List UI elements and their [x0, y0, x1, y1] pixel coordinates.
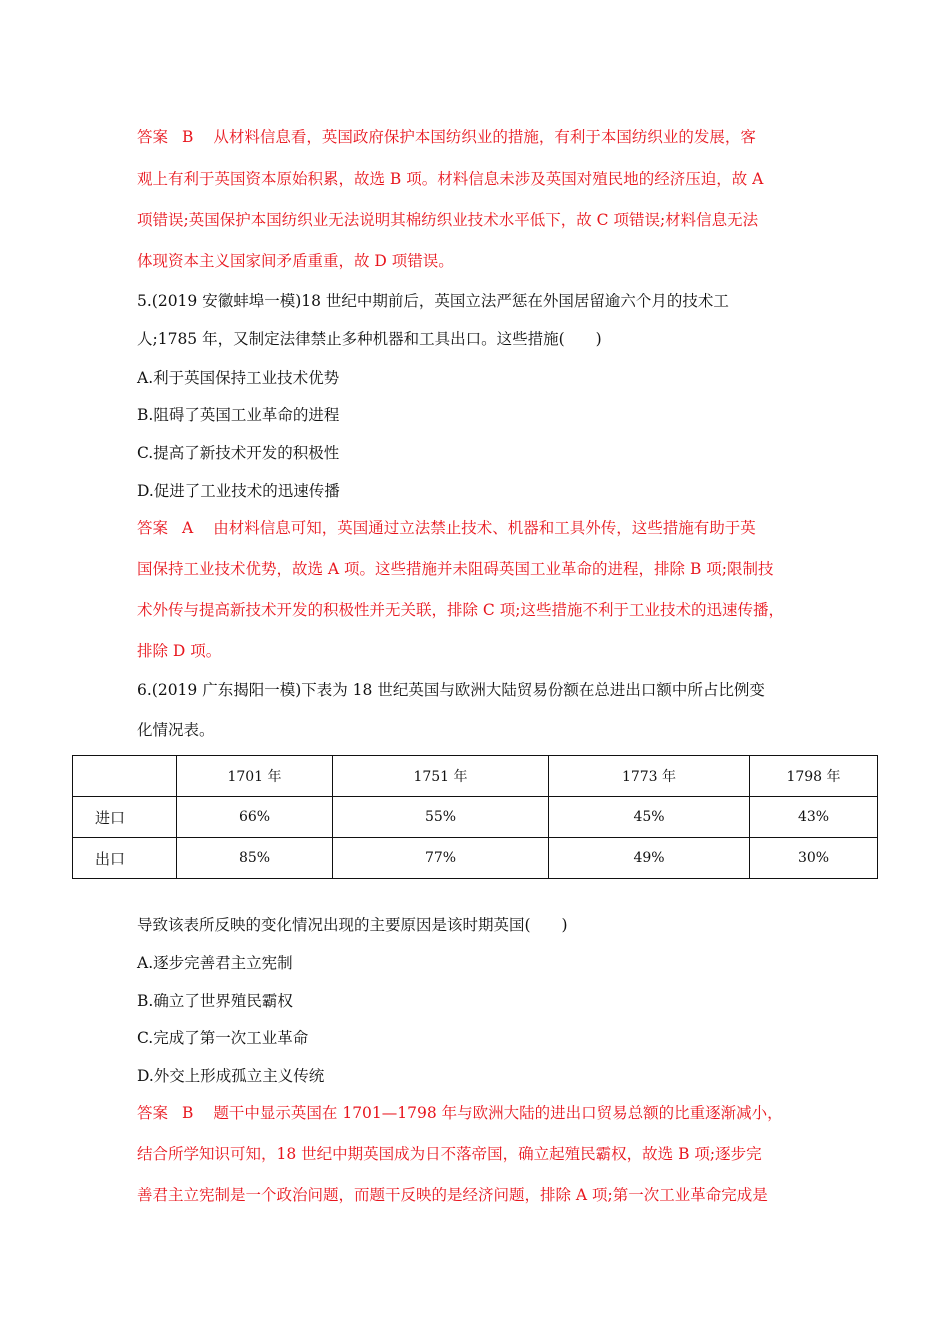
question-6-option-a: A.逐步完善君主立宪制 [137, 954, 293, 972]
table-header-cell: 1751 年 [333, 756, 549, 797]
answer-text: 从材料信息看，英国政府保护本国纺织业的措施，有利于本国纺织业的发展，客 [213, 128, 756, 146]
table-cell: 30% [750, 838, 878, 879]
answer-label: 答案 [137, 128, 169, 146]
answer-6-line-2: 结合所学知识可知，18 世纪中期英国成为日不落帝国，确立起殖民霸权，故选 B 项;逐步完 [137, 1145, 762, 1163]
answer-4-line-2: 观上有利于英国资本原始积累，故选 B 项。材料信息未涉及英国对殖民地的经济压迫，故 A [137, 170, 764, 188]
table-cell: 85% [177, 838, 333, 879]
question-5-option-d: D.促进了工业技术的迅速传播 [137, 482, 340, 500]
answer-label: 答案 [137, 1104, 169, 1122]
question-5-option-c: C.提高了新技术开发的积极性 [137, 444, 340, 462]
answer-text: 由材料信息可知，英国通过立法禁止技术、机器和工具外传，这些措施有助于英 [213, 519, 756, 537]
question-5-option-b: B.阻碍了英国工业革命的进程 [137, 406, 340, 424]
answer-label: 答案 [137, 519, 169, 537]
table-row [73, 838, 878, 879]
question-6-option-c: C.完成了第一次工业革命 [137, 1029, 309, 1047]
table-row-label: 出口 [73, 838, 177, 879]
answer-text: 题干中显示英国在 1701—1798 年与欧洲大陆的进出口贸易总额的比重逐渐减小， [213, 1104, 783, 1122]
answer-key: B [182, 1104, 194, 1122]
table-header-row [73, 756, 878, 797]
answer-4-line-3: 项错误;英国保护本国纺织业无法说明其棉纺织业技术水平低下，故 C 项错误;材料信息无法 [137, 211, 759, 229]
answer-5-line-4: 排除 D 项。 [137, 642, 222, 660]
table-header-cell: 1773 年 [549, 756, 750, 797]
trade-share-table [72, 755, 878, 879]
answer-4-line-1 [137, 127, 756, 147]
question-5-option-a: A.利于英国保持工业技术优势 [137, 369, 340, 387]
question-6-stem-line-3: 导致该表所反映的变化情况出现的主要原因是该时期英国( ) [137, 916, 568, 934]
answer-key: A [182, 519, 194, 537]
table-cell: 77% [333, 838, 549, 879]
table-header-cell: 1701 年 [177, 756, 333, 797]
answer-5-line-3: 术外传与提高新技术开发的积极性并无关联，排除 C 项;这些措施不利于工业技术的迅速传播， [137, 601, 784, 619]
table-header-cell: 1798 年 [750, 756, 878, 797]
question-5-stem-line-1: 5.(2019 安徽蚌埠一模)18 世纪中期前后，英国立法严惩在外国居留逾六个月的技术工 [137, 292, 729, 310]
table-cell: 55% [333, 797, 549, 838]
question-6-stem-line-1: 6.(2019 广东揭阳一模)下表为 18 世纪英国与欧洲大陆贸易份额在总进出口额中所占比例变 [137, 681, 765, 699]
answer-key: B [182, 128, 194, 146]
question-6-stem-line-2: 化情况表。 [137, 721, 215, 739]
table-row-label: 进口 [73, 797, 177, 838]
answer-6-line-3: 善君主立宪制是一个政治问题，而题干反映的是经济问题，排除 A 项;第一次工业革命完成是 [137, 1186, 768, 1204]
table-row [73, 797, 878, 838]
answer-5-line-1 [137, 518, 756, 538]
answer-5-line-2: 国保持工业技术优势，故选 A 项。这些措施并未阻碍英国工业革命的进程，排除 B 项;限制技 [137, 560, 774, 578]
question-5-stem-line-2: 人;1785 年，又制定法律禁止多种机器和工具出口。这些措施( ) [137, 330, 602, 348]
question-6-option-d: D.外交上形成孤立主义传统 [137, 1067, 325, 1085]
answer-4-line-4: 体现资本主义国家间矛盾重重，故 D 项错误。 [137, 252, 454, 270]
question-6-option-b: B.确立了世界殖民霸权 [137, 992, 293, 1010]
table-cell: 66% [177, 797, 333, 838]
table-cell: 49% [549, 838, 750, 879]
answer-6-line-1 [137, 1103, 783, 1123]
table-cell: 43% [750, 797, 878, 838]
table-corner-cell [73, 756, 177, 797]
table-cell: 45% [549, 797, 750, 838]
